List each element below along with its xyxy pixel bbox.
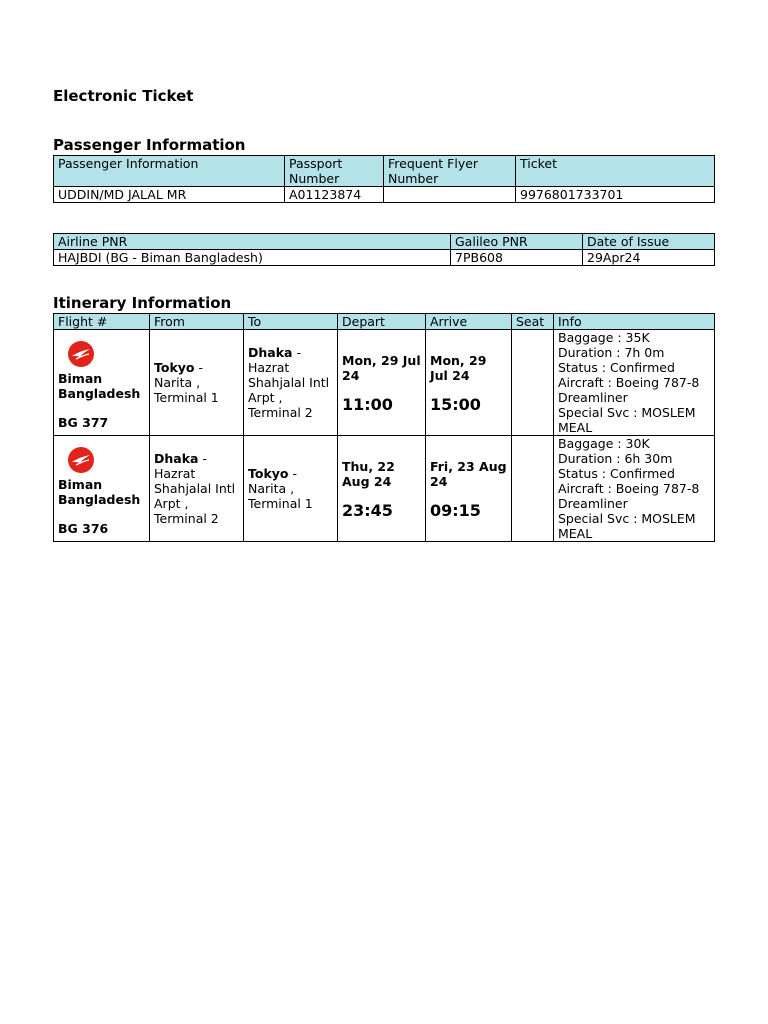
col-flight: Flight #	[54, 314, 150, 330]
to-city: Tokyo	[248, 466, 289, 481]
date-of-issue: 29Apr24	[583, 250, 715, 266]
airline-name: Biman Bangladesh	[58, 371, 141, 401]
table-row	[54, 250, 715, 266]
info-baggage: Baggage : 35K	[558, 330, 650, 345]
depart-time: 11:00	[342, 395, 393, 414]
depart-time: 23:45	[342, 501, 393, 520]
info-aircraft: Aircraft : Boeing 787-8 Dreamliner	[558, 375, 700, 405]
col-to: To	[244, 314, 338, 330]
info-cell	[554, 436, 715, 542]
info-status: Status : Confirmed	[558, 360, 675, 375]
col-date-of-issue: Date of Issue	[583, 234, 715, 250]
col-passenger-information: Passenger Information	[54, 156, 285, 187]
from-city: Dhaka	[154, 451, 199, 466]
table-row	[54, 330, 715, 436]
depart-date: Mon, 29 Jul 24	[342, 353, 421, 383]
info-duration: Duration : 7h 0m	[558, 345, 665, 360]
col-ticket: Ticket	[516, 156, 715, 187]
flight-cell	[54, 330, 150, 436]
ticket-number: 9976801733701	[516, 187, 715, 203]
itinerary-section-title: Itinerary Information	[53, 294, 232, 312]
page-title: Electronic Ticket	[53, 87, 194, 105]
seat-cell	[512, 330, 554, 436]
col-seat: Seat	[512, 314, 554, 330]
info-baggage: Baggage : 30K	[558, 436, 650, 451]
frequent-flyer-number	[384, 187, 516, 203]
depart-cell	[338, 330, 426, 436]
col-passport-number: Passport Number	[285, 156, 384, 187]
col-airline-pnr: Airline PNR	[54, 234, 451, 250]
itinerary-table	[53, 313, 715, 542]
from-detail: Hazrat Shahjalal Intl Arpt , Terminal 2	[154, 466, 236, 526]
flight-number: BG 377	[58, 415, 109, 430]
arrive-cell	[426, 330, 512, 436]
col-from: From	[150, 314, 244, 330]
col-frequent-flyer-number: Frequent Flyer Number	[384, 156, 516, 187]
to-city: Dhaka	[248, 345, 293, 360]
from-detail: Narita , Terminal 1	[154, 375, 219, 405]
flight-number: BG 376	[58, 521, 109, 536]
from-cell: Tokyo - Narita , Terminal 1	[150, 330, 244, 436]
info-special-service: Special Svc : MOSLEM MEAL	[558, 511, 696, 541]
flight-cell	[54, 436, 150, 542]
biman-logo-icon	[68, 447, 94, 473]
passenger-section-title: Passenger Information	[53, 136, 246, 154]
arrive-cell	[426, 436, 512, 542]
to-detail: Narita , Terminal 1	[248, 481, 313, 511]
col-depart: Depart	[338, 314, 426, 330]
col-info: Info	[554, 314, 715, 330]
to-detail: Hazrat Shahjalal Intl Arpt , Terminal 2	[248, 360, 330, 420]
info-duration: Duration : 6h 30m	[558, 451, 673, 466]
arrive-date: Fri, 23 Aug 24	[430, 459, 507, 489]
passport-number: A01123874	[285, 187, 384, 203]
passenger-name: UDDIN/MD JALAL MR	[54, 187, 285, 203]
arrive-time: 15:00	[430, 395, 481, 414]
col-galileo-pnr: Galileo PNR	[451, 234, 583, 250]
table-row	[54, 436, 715, 542]
depart-date: Thu, 22 Aug 24	[342, 459, 395, 489]
depart-cell	[338, 436, 426, 542]
from-city: Tokyo	[154, 360, 195, 375]
info-special-service: Special Svc : MOSLEM MEAL	[558, 405, 696, 435]
airline-pnr: HAJBDI (BG - Biman Bangladesh)	[54, 250, 451, 266]
pnr-table	[53, 233, 715, 266]
passenger-table	[53, 155, 715, 203]
table-row	[54, 187, 715, 203]
biman-logo-icon	[68, 341, 94, 367]
arrive-time: 09:15	[430, 501, 481, 520]
galileo-pnr: 7PB608	[451, 250, 583, 266]
info-status: Status : Confirmed	[558, 466, 675, 481]
info-aircraft: Aircraft : Boeing 787-8 Dreamliner	[558, 481, 700, 511]
to-cell: Tokyo - Narita , Terminal 1	[244, 436, 338, 542]
seat-cell	[512, 436, 554, 542]
from-cell: Dhaka - Hazrat Shahjalal Intl Arpt , Terminal 2	[150, 436, 244, 542]
airline-name: Biman Bangladesh	[58, 477, 141, 507]
arrive-date: Mon, 29 Jul 24	[430, 353, 487, 383]
col-arrive: Arrive	[426, 314, 512, 330]
to-cell: Dhaka - Hazrat Shahjalal Intl Arpt , Terminal 2	[244, 330, 338, 436]
info-cell	[554, 330, 715, 436]
